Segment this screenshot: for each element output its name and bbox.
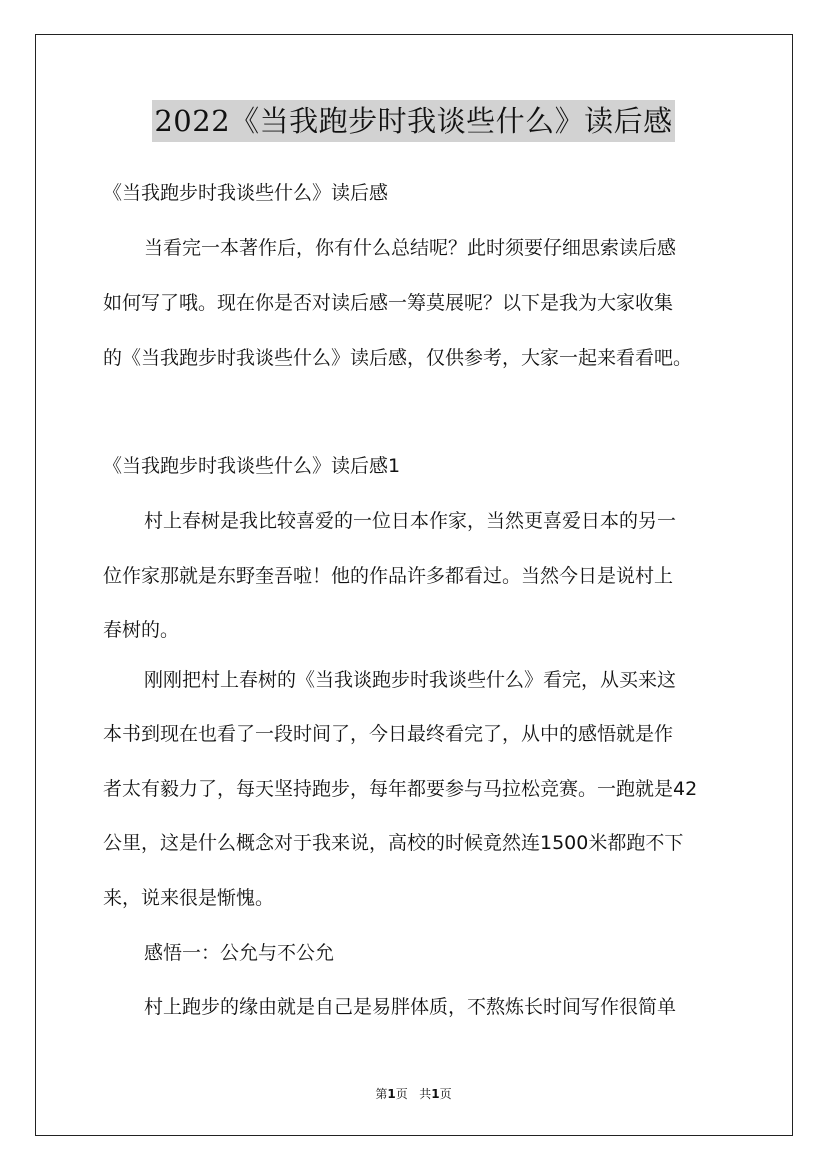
text-line: 公里，这是什么概念对于我来说，高校的时候竟然连1500米都跑不下 [103,832,684,854]
text-line: 村上跑步的缘由就是自己是易胖体质，不熬炼长时间写作很简单 [144,996,677,1018]
total-label-prefix: 共 [419,1087,432,1101]
text-line: 感悟一：公允与不公允 [144,942,335,964]
text-line: 来，说来很是惭愧。 [103,887,275,909]
total-label-suffix: 页 [439,1087,452,1101]
page-label-prefix: 第 [375,1087,388,1101]
text-line: 当看完一本著作后，你有什么总结呢？此时须要仔细思索读后感 [144,237,677,259]
text-line: 的《当我跑步时我谈些什么》读后感，仅供参考，大家一起来看看吧。 [103,347,693,369]
text-line: 《当我跑步时我谈些什么》读后感 [103,182,389,204]
text-line: 村上春树是我比较喜爱的一位日本作家，当然更喜爱日本的另一 [144,510,677,532]
text-line: 位作家那就是东野奎吾啦！他的作品许多都看过。当然今日是说村上 [103,565,674,587]
title-container [0,100,827,142]
text-line: 《当我跑步时我谈些什么》读后感1 [103,455,401,477]
text-line: 如何写了哦。现在你是否对读后感一筹莫展呢？以下是我为大家收集 [103,292,674,314]
text-line: 刚刚把村上春树的《当我谈跑步时我谈些什么》看完，从买来这 [144,669,677,691]
page-footer [0,1085,827,1102]
document-title: 2022《当我跑步时我谈些什么》读后感 [152,100,674,142]
text-line: 本书到现在也看了一段时间了，今日最终看完了，从中的感悟就是作 [103,723,674,745]
page-label-suffix: 页 [395,1087,408,1101]
total-pages: 1 [431,1087,440,1101]
text-line: 者太有毅力了，每天坚持跑步，每年都要参与马拉松竞赛。一跑就是42 [103,778,698,800]
text-line: 春树的。 [103,619,180,641]
page-number: 1 [387,1087,396,1101]
